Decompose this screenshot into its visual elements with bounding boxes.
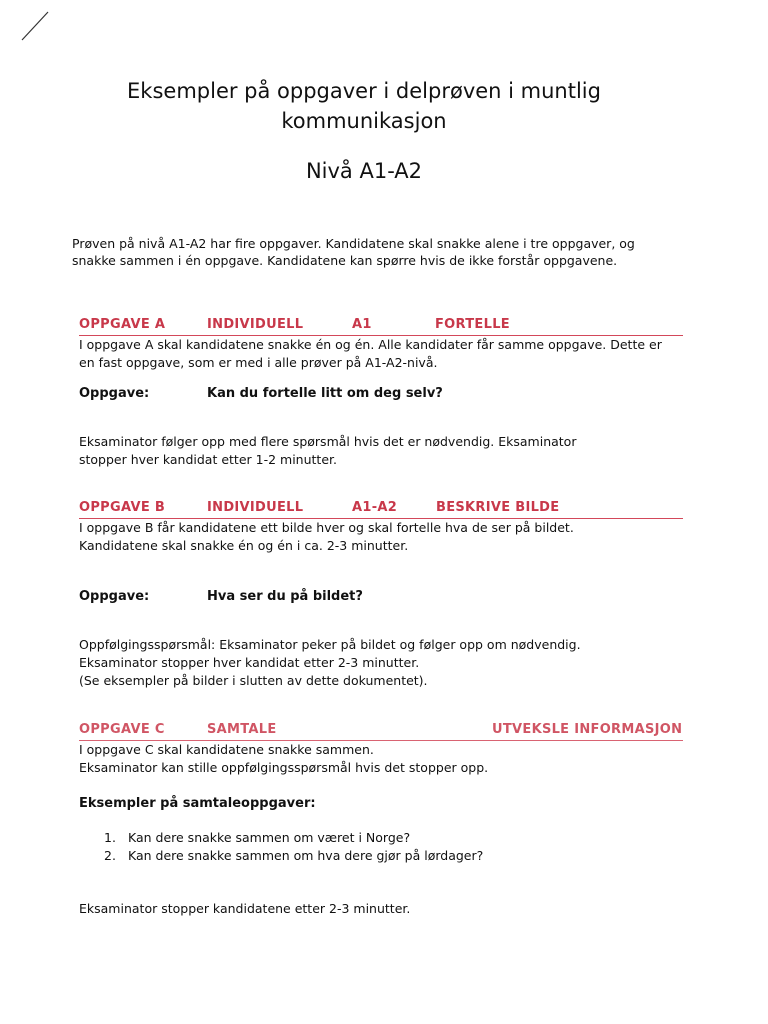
section-b-followup-line3: (Se eksempler på bilder i slutten av dette dokumentet). xyxy=(79,673,428,688)
list-item-number: 2. xyxy=(104,848,116,863)
section-a-followup-line1: Eksaminator følger opp med flere spørsmål hvis det er nødvendig. Eksaminator xyxy=(79,434,577,449)
section-a-level: A1 xyxy=(352,317,372,332)
section-c-examples-list xyxy=(104,829,483,865)
section-b-type: BESKRIVE BILDE xyxy=(436,500,560,515)
list-item-number: 1. xyxy=(104,830,116,845)
section-a-task-question: Kan du fortelle litt om deg selv? xyxy=(207,386,443,401)
section-a-description: I oppgave A skal kandidatene snakke én og én. Alle kandidater får samme oppgave. Dette er en fast oppgave, som er med i alle prøver på A1-A2-nivå. xyxy=(79,337,662,370)
section-b-description-line1: I oppgave B får kandidatene ett bilde hver og skal fortelle hva de ser på bildet. xyxy=(79,520,574,535)
section-c-description-line1: I oppgave C skal kandidatene snakke sammen. xyxy=(79,742,374,757)
section-b-name: OPPGAVE B xyxy=(79,500,166,515)
section-c-header xyxy=(79,722,683,741)
section-a-name: OPPGAVE A xyxy=(79,317,166,332)
section-b-header xyxy=(79,500,683,519)
section-c-mode: SAMTALE xyxy=(207,722,277,737)
section-b-followup-line1: Oppfølgingsspørsmål: Eksaminator peker på bildet og følger opp om nødvendig. xyxy=(79,637,581,652)
section-a-header xyxy=(79,317,683,336)
section-b-level: A1-A2 xyxy=(352,500,398,515)
section-a-mode: INDIVIDUELL xyxy=(207,317,304,332)
section-c-type: UTVEKSLE INFORMASJON xyxy=(492,722,683,737)
document-title-line2: kommunikasjon xyxy=(281,109,447,133)
section-b-task-question: Hva ser du på bildet? xyxy=(207,589,363,604)
section-b-task-label: Oppgave: xyxy=(79,589,150,604)
section-b-followup-line2: Eksaminator stopper hver kandidat etter 2-3 minutter. xyxy=(79,655,420,670)
section-c-closing: Eksaminator stopper kandidatene etter 2-3 minutter. xyxy=(79,901,411,916)
section-a-task-label: Oppgave: xyxy=(79,386,150,401)
section-a-followup-line2: stopper hver kandidat etter 1-2 minutter. xyxy=(79,452,337,467)
section-c-examples-heading: Eksempler på samtaleoppgaver: xyxy=(79,796,316,811)
section-b-mode: INDIVIDUELL xyxy=(207,500,304,515)
list-item-text: Kan dere snakke sammen om hva dere gjør på lørdager? xyxy=(128,848,484,863)
level-heading: Nivå A1-A2 xyxy=(305,159,423,183)
list-item xyxy=(104,829,483,847)
pen-mark xyxy=(20,10,56,46)
section-b-description-line2: Kandidatene skal snakke én og én i ca. 2-3 minutter. xyxy=(79,538,409,553)
list-item-text: Kan dere snakke sammen om været i Norge? xyxy=(128,830,411,845)
section-c-name: OPPGAVE C xyxy=(79,722,165,737)
intro-paragraph: Prøven på nivå A1-A2 har fire oppgaver. Kandidatene skal snakke alene i tre oppgaver, og snakke sammen i én oppgave. Kandidatene kan spørre hvis de ikke forstår oppgavene. xyxy=(72,236,635,268)
section-a-type: FORTELLE xyxy=(435,317,510,332)
list-item xyxy=(104,847,483,865)
document-title-line1: Eksempler på oppgaver i delprøven i muntlig xyxy=(127,79,601,103)
section-c-description-line2: Eksaminator kan stille oppfølgingsspørsmål hvis det stopper opp. xyxy=(79,760,489,775)
